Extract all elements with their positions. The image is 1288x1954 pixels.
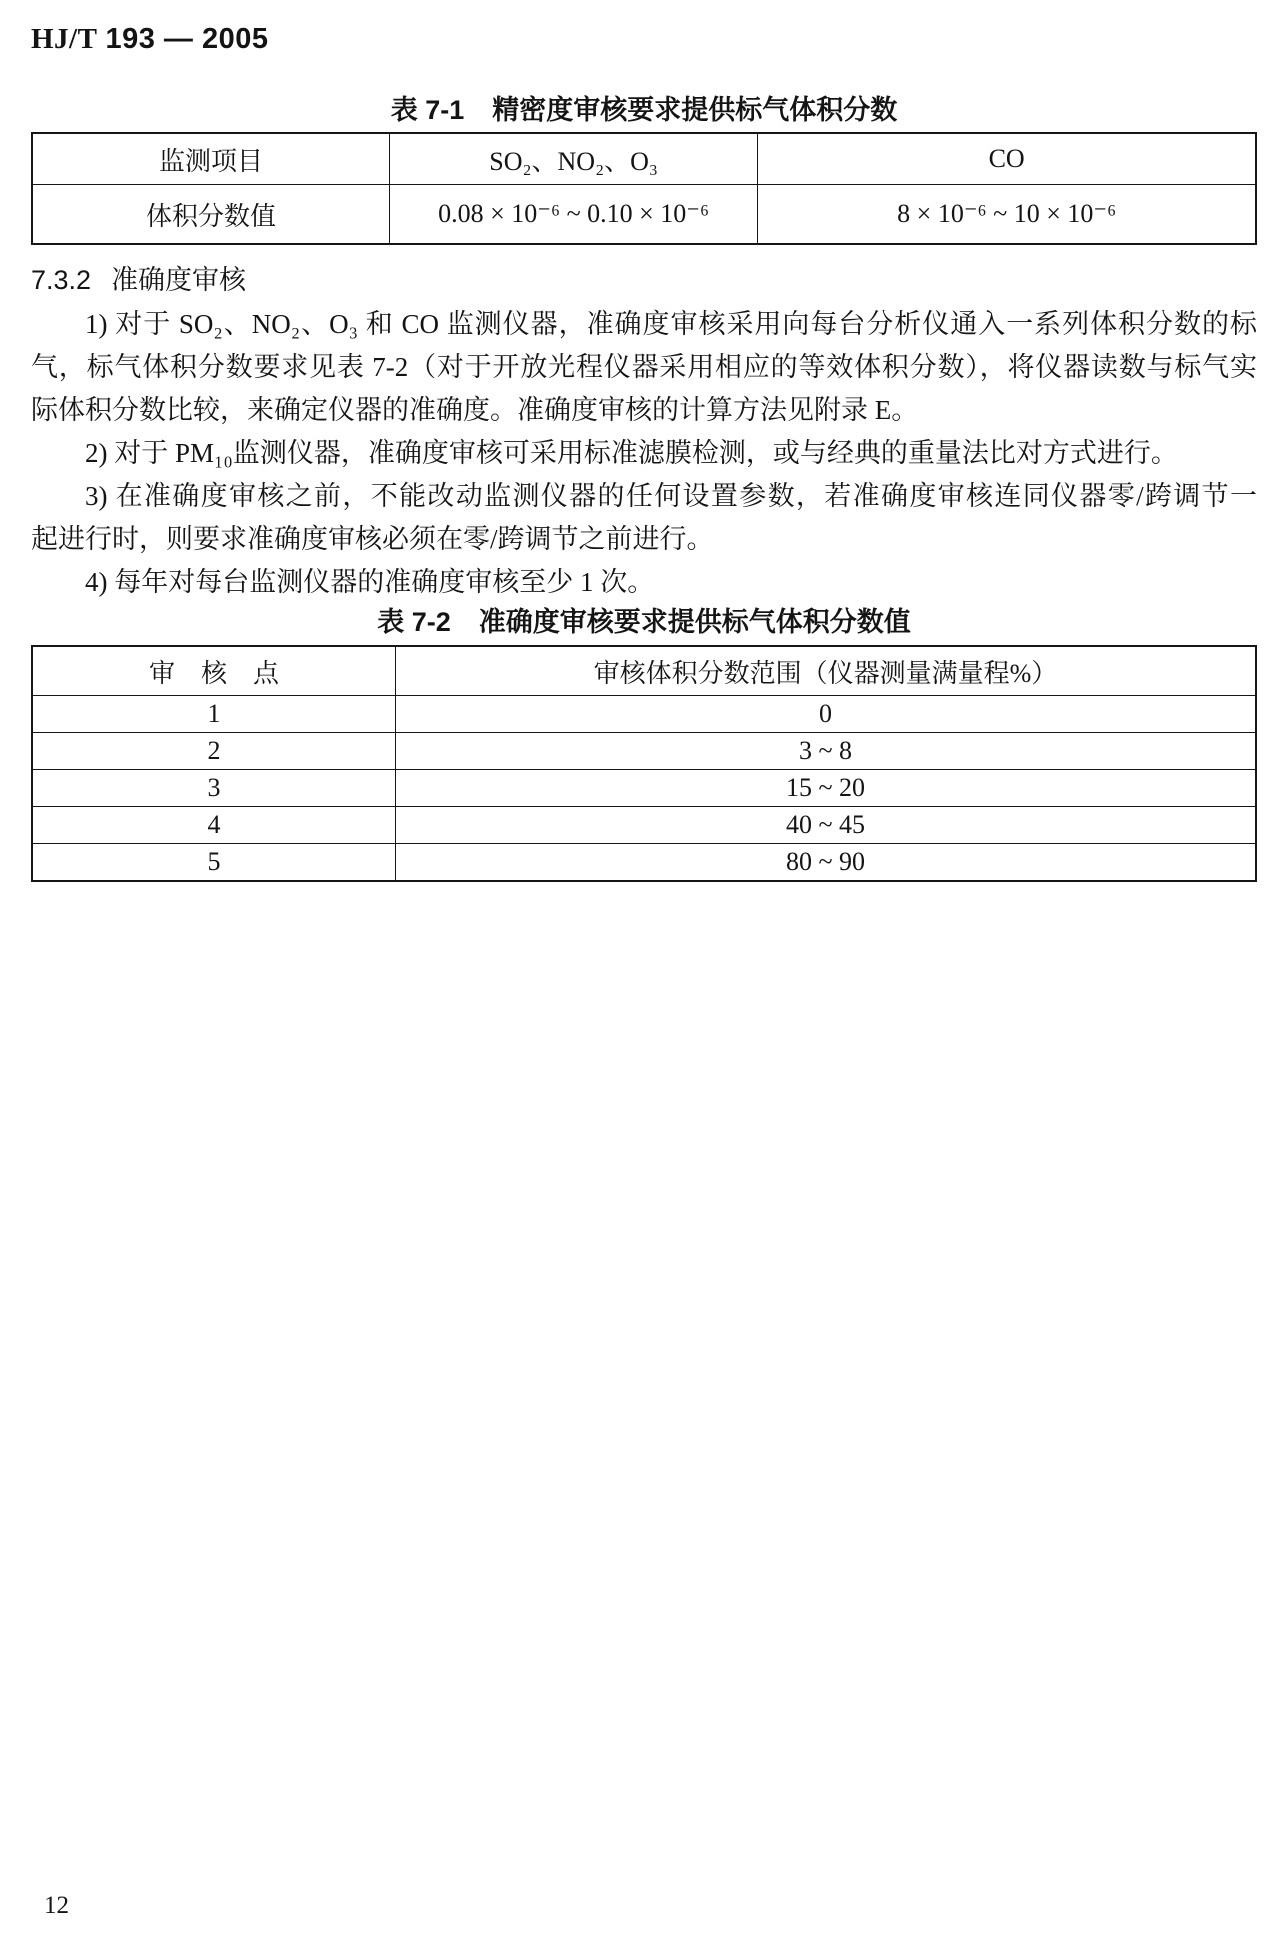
paragraph-3-line-2: 起进行时，则要求准确度审核必须在零/跨调节之前进行。 — [31, 524, 714, 554]
t2-cell-point-2: 2 — [32, 733, 396, 770]
t2-header-range: 审核体积分数范围（仪器测量满量程%） — [396, 646, 1256, 696]
table-7-1 — [31, 132, 1257, 245]
t2-cell-point-5: 5 — [32, 844, 396, 882]
t2-cell-point-1: 1 — [32, 696, 396, 733]
table-row — [32, 733, 1256, 770]
table-7-2-header-row — [32, 646, 1256, 696]
t2-cell-range-4: 40 ~ 45 — [396, 807, 1256, 844]
section-number: 7.3.2 — [31, 265, 92, 295]
standard-year: 193 — 2005 — [105, 23, 269, 55]
t1-header-monitoring-item: 监测项目 — [32, 133, 389, 185]
table-7-2-caption-title: 准确度审核要求提供标气体积分数值 — [478, 607, 911, 637]
paragraph-1-line-1: 1) 对于 SO₂、NO₂、O₃ 和 CO 监测仪器，准确度审核采用向每台分析仪通入一系列体积分数的标 — [85, 309, 1257, 339]
paragraph-1-line-3: 际体积分数比较，来确定仪器的准确度。准确度审核的计算方法见附录 E。 — [31, 395, 919, 425]
t2-cell-range-2: 3 ~ 8 — [396, 733, 1256, 770]
paragraph-4-line-1: 4) 每年对每台监测仪器的准确度审核至少 1 次。 — [85, 567, 655, 597]
table-7-2-caption-label: 表 7-2 — [377, 607, 451, 637]
page-number: 12 — [44, 1892, 69, 1919]
t1-header-co: CO — [758, 133, 1256, 185]
table-row — [32, 696, 1256, 733]
table-row — [32, 844, 1256, 882]
table-7-1-caption-title: 精密度审核要求提供标气体积分数 — [492, 95, 898, 125]
t1-cell-co-range: 8 × 10⁻⁶ ~ 10 × 10⁻⁶ — [758, 185, 1256, 245]
t1-header-so2-no2-o3: SO₂、NO₂、O₃ — [389, 133, 757, 185]
body-text — [31, 303, 1257, 604]
t1-cell-volume-fraction-label: 体积分数值 — [32, 185, 389, 245]
section-title: 准确度审核 — [111, 265, 247, 295]
table-7-1-caption — [31, 92, 1257, 128]
table-7-1-header-row — [32, 133, 1256, 185]
table-7-2-caption — [31, 604, 1257, 640]
paragraph-2-line-1: 2) 对于 PM₁₀监测仪器，准确度审核可采用标准滤膜检测，或与经典的重量法比对方式进行。 — [85, 438, 1178, 468]
table-7-2 — [31, 645, 1257, 882]
t2-cell-range-1: 0 — [396, 696, 1256, 733]
table-row — [32, 770, 1256, 807]
paragraph-1-line-2: 气，标气体积分数要求见表 7-2（对于开放光程仪器采用相应的等效体积分数），将仪器读数与标气实 — [31, 352, 1257, 382]
t2-header-audit-point: 审 核 点 — [32, 646, 396, 696]
t2-cell-range-5: 80 ~ 90 — [396, 844, 1256, 882]
paragraph-3-line-1: 3) 在准确度审核之前，不能改动监测仪器的任何设置参数，若准确度审核连同仪器零/跨调节一 — [85, 481, 1257, 511]
standard-number — [31, 20, 1257, 58]
standard-code: HJ/T — [31, 23, 98, 55]
table-7-1-data-row — [32, 185, 1256, 245]
t2-cell-range-3: 15 ~ 20 — [396, 770, 1256, 807]
t2-cell-point-4: 4 — [32, 807, 396, 844]
section-heading-7-3-2 — [31, 261, 1257, 299]
t1-cell-so2-range: 0.08 × 10⁻⁶ ~ 0.10 × 10⁻⁶ — [389, 185, 757, 245]
t2-cell-point-3: 3 — [32, 770, 396, 807]
table-7-1-caption-label: 表 7-1 — [390, 95, 465, 125]
table-row — [32, 807, 1256, 844]
